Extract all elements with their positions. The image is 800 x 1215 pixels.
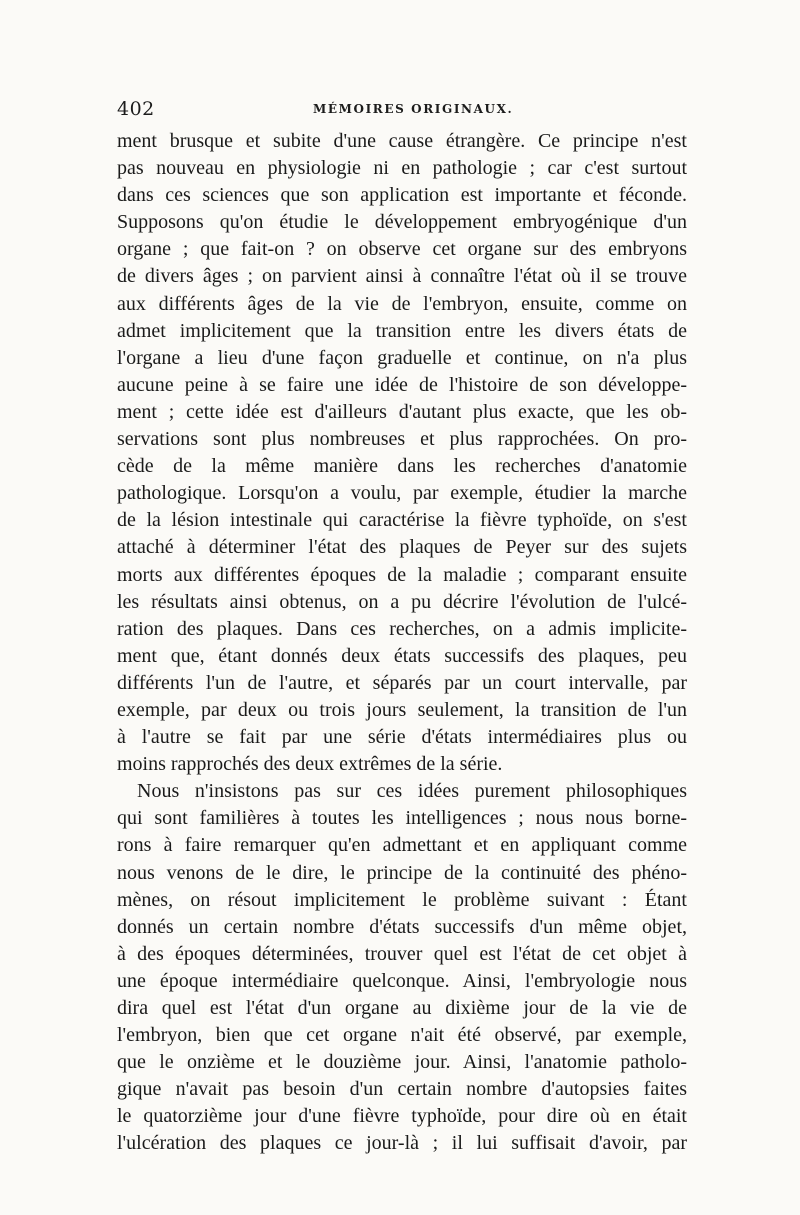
paragraph bbox=[117, 128, 687, 778]
text-line: le quatorzième jour d'une fièvre typhoïde, pour dire où en était bbox=[117, 1105, 687, 1128]
text-line: rons à faire remarquer qu'en admettant et en appliquant comme bbox=[117, 834, 687, 857]
text-line: qui sont familières à toutes les intelligences ; nous nous borne- bbox=[117, 807, 687, 830]
text-line: ment brusque et subite d'une cause étrangère. Ce principe n'est bbox=[117, 130, 687, 152]
text-line: à des époques déterminées, trouver quel est l'état de cet objet à bbox=[117, 942, 687, 965]
paragraph bbox=[117, 778, 687, 1157]
page-number: 402 bbox=[117, 98, 155, 120]
text-line: cède de la même manière dans les recherches d'anatomie bbox=[117, 455, 687, 478]
running-title: MÉMOIRES ORIGINAUX. bbox=[313, 102, 514, 116]
text-line: ment que, étant donnés deux états successifs des plaques, peu bbox=[117, 644, 687, 667]
text-line: Nous n'insistons pas sur ces idées purement philosophiques bbox=[137, 780, 687, 803]
text-line: ment ; cette idée est d'ailleurs d'autant plus exacte, que les ob- bbox=[117, 400, 687, 423]
text-line: gique n'avait pas besoin d'un certain nombre d'autopsies faites bbox=[117, 1078, 687, 1101]
text-line: ration des plaques. Dans ces recherches, on a admis implicite- bbox=[117, 617, 687, 640]
text-line: donnés un certain nombre d'états successifs d'un même objet, bbox=[117, 915, 687, 938]
body-text bbox=[117, 128, 687, 1158]
text-line: différents l'un de l'autre, et séparés par un court intervalle, par bbox=[117, 671, 687, 694]
text-line: exemple, par deux ou trois jours seulement, la transition de l'un bbox=[117, 698, 687, 721]
text-line: morts aux différentes époques de la maladie ; comparant ensuite bbox=[117, 563, 687, 586]
running-head bbox=[117, 98, 687, 122]
text-line: les résultats ainsi obtenus, on a pu décrire l'évolution de l'ulcé- bbox=[117, 590, 687, 613]
text-line: de la lésion intestinale qui caractérise la fièvre typhoïde, on s'est bbox=[117, 509, 687, 532]
text-line: aux différents âges de la vie de l'embryon, ensuite, comme on bbox=[117, 292, 687, 315]
text-line: pas nouveau en physiologie ni en pathologie ; car c'est surtout bbox=[117, 157, 687, 180]
text-line: de divers âges ; on parvient ainsi à connaître l'état où il se trouve bbox=[117, 265, 687, 288]
text-line: mènes, on résout implicitement le problème suivant : Étant bbox=[117, 888, 687, 911]
text-line: attaché à déterminer l'état des plaques de Peyer sur des sujets bbox=[117, 536, 687, 559]
text-line: Supposons qu'on étudie le développement embryogénique d'un bbox=[117, 211, 687, 234]
text-line: organe ; que fait-on ? on observe cet organe sur des embryons bbox=[117, 238, 687, 261]
text-line: dans ces sciences que son application est importante et féconde. bbox=[117, 184, 687, 207]
text-line: l'organe a lieu d'une façon graduelle et continue, on n'a plus bbox=[117, 346, 687, 369]
text-line: une époque intermédiaire quelconque. Ainsi, l'embryologie nous bbox=[117, 969, 687, 992]
text-line: pathologique. Lorsqu'on a voulu, par exemple, étudier la marche bbox=[117, 482, 687, 505]
text-line: l'ulcération des plaques ce jour-là ; il lui suffisait d'avoir, par bbox=[117, 1132, 687, 1155]
text-line: moins rapprochés des deux extrêmes de la série. bbox=[117, 753, 503, 776]
text-line: l'embryon, bien que cet organe n'ait été observé, par exemple, bbox=[117, 1024, 687, 1047]
text-line: que le onzième et le douzième jour. Ainsi, l'anatomie patholo- bbox=[117, 1051, 687, 1074]
text-line: servations sont plus nombreuses et plus rapprochées. On pro- bbox=[117, 428, 687, 451]
text-line: nous venons de le dire, le principe de la continuité des phéno- bbox=[117, 861, 687, 884]
text-line: aucune peine à se faire une idée de l'histoire de son développe- bbox=[117, 373, 687, 396]
text-line: à l'autre se fait par une série d'états intermédiaires plus ou bbox=[117, 726, 687, 749]
text-line: dira quel est l'état d'un organe au dixième jour de la vie de bbox=[117, 997, 687, 1019]
text-line: admet implicitement que la transition entre les divers états de bbox=[117, 319, 687, 342]
